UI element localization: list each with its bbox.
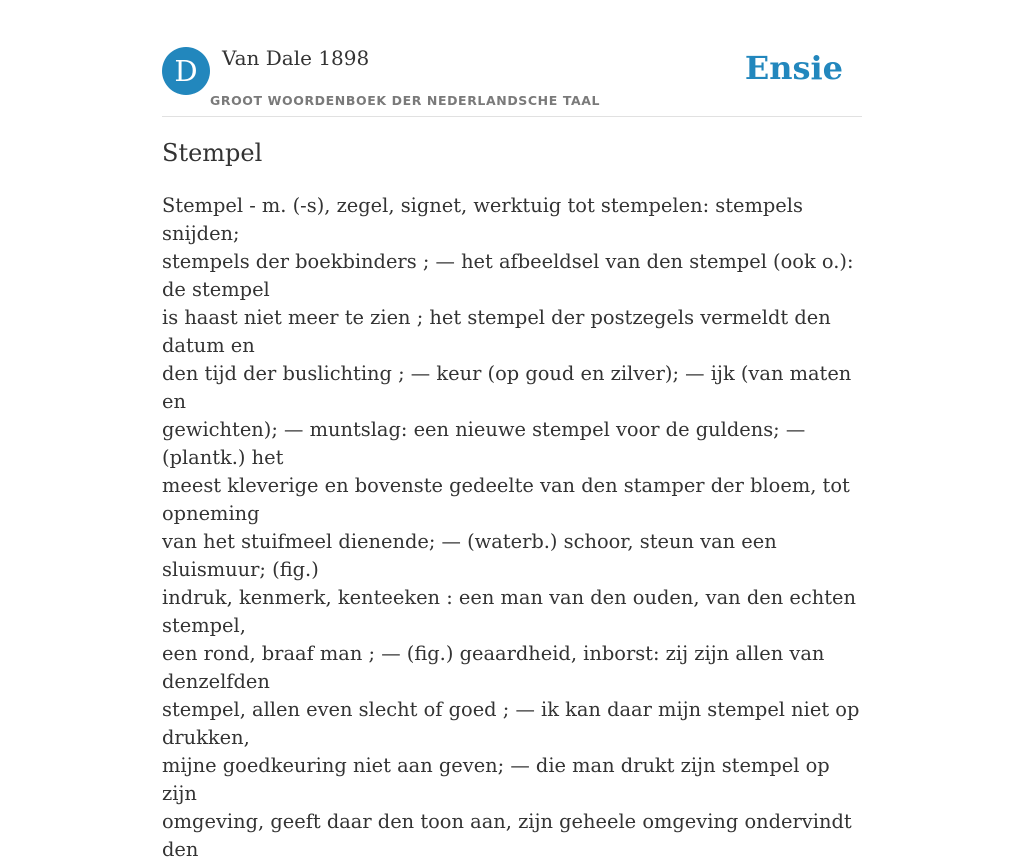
ensie-logo[interactable]: Ensie [744, 49, 843, 87]
source-badge[interactable]: D [162, 47, 210, 95]
entry-title: Stempel [162, 139, 263, 167]
entry-definition: Stempel - m. (-s), zegel, signet, werktuig tot stempelen: stempels snijden; stempels der boekbinders ; — het afbeeldsel van den stempel (ook o.): de stempel is haast niet meer te zien ; het stempel der postzegels vermeldt den datum en den tijd der buslichting ; — keur (op goud en zilver); — ijk (van maten en gewichten); — muntslag: een nieuwe stempel voor de guldens; — (plantk.) het meest kleverige en bovenste gedeelte van den stamper der bloem, tot opneming van het stuifmeel dienende; — (waterb.) schoor, steun van een sluismuur; (fig.) indruk, kenmerk, kenteeken : een man van den ouden, van den echten stempel, een rond, braaf man ; — (fig.) geaardheid, inborst: zij zijn allen van denzelfden stempel, allen even slecht of goed ; — ik kan daar mijn stempel niet op drukken, mijne goedkeuring niet aan geven; — die man drukt zijn stempel op zijn omgeving, geeft daar den toon aan, zijn geheele omgeving ondervindt den [162, 194, 860, 861]
source-subtitle: GROOT WOORDENBOEK DER NEDERLANDSCHE TAAL [210, 93, 601, 108]
source-title[interactable]: Van Dale 1898 [222, 46, 370, 70]
source-header [162, 46, 862, 117]
